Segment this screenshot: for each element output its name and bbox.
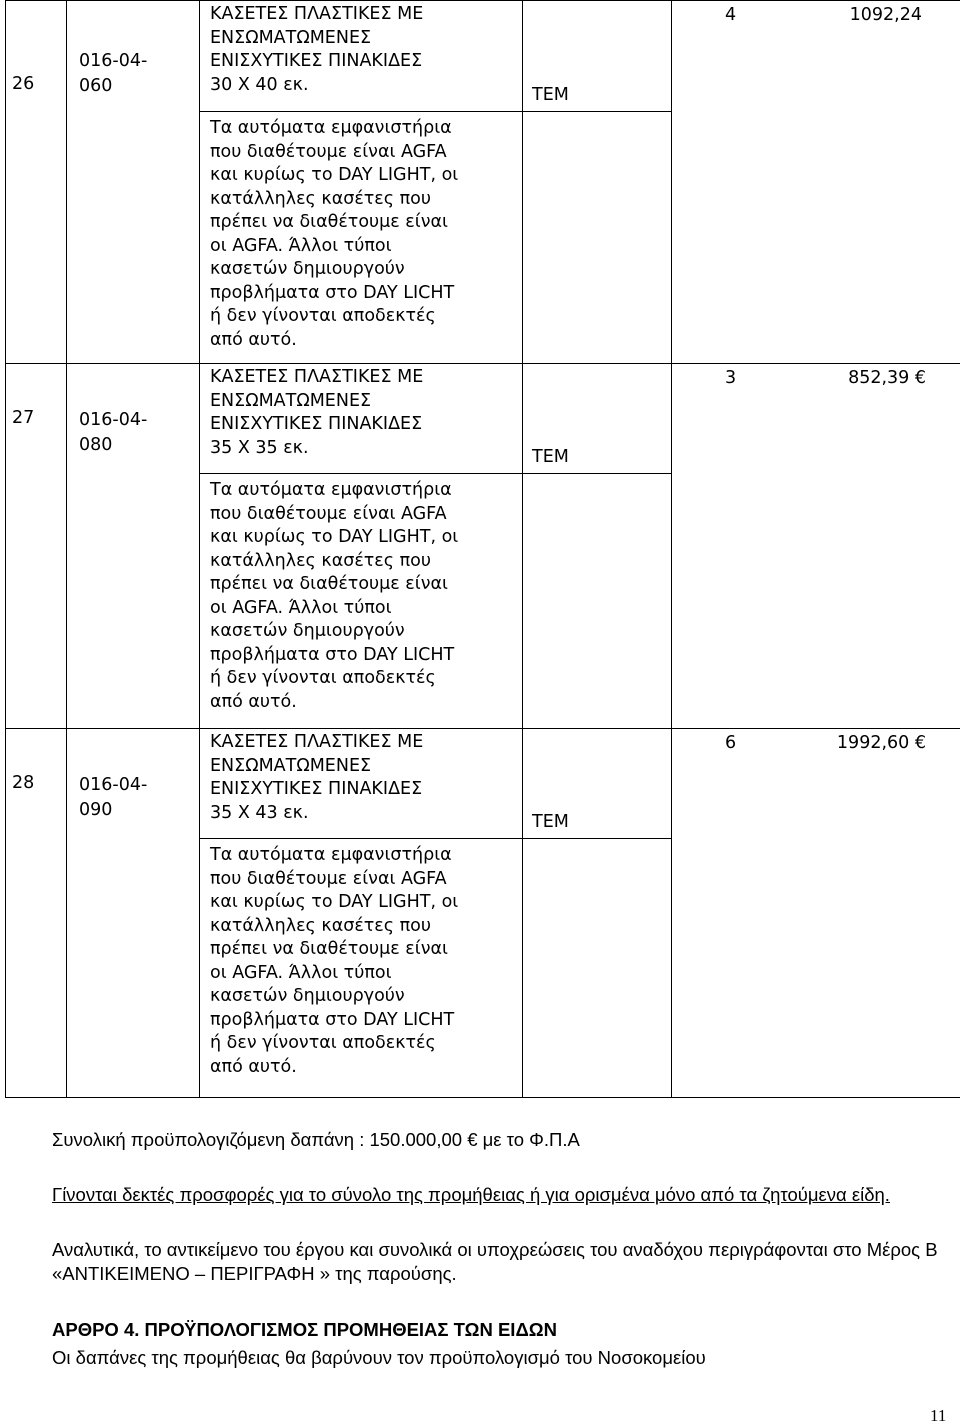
item-note-line: Τα αυτόματα εμφανιστήρια [210,480,452,500]
item-title-cell [200,364,523,474]
item-note-line: οι AGFA. Άλλοι τύποι [210,962,392,983]
item-title-line: 30 Χ 40 εκ. [210,74,309,95]
item-code-line2: 090 [79,800,113,820]
item-note-line: πρέπει να διαθέτουμε είναι [210,939,448,959]
item-unit-cell [523,1,672,112]
item-quantity: 4 [725,5,737,25]
item-note-line: από αυτό. [210,691,297,712]
item-unit-empty [523,474,672,729]
item-note-line: ή δεν γίνονται αποδεκτές [210,1033,436,1053]
item-note-line: ή δεν γίνονται αποδεκτές [210,306,436,326]
item-title-cell [200,1,523,112]
item-title-line: ΚΑΣΕΤΕΣ ΠΛΑΣΤΙΚΕΣ ΜΕ [210,4,424,24]
item-title-line: 35 Χ 35 εκ. [210,437,309,458]
item-note-line: κατάλληλες κασέτες που [210,188,431,209]
item-title-line: ΕΝΣΩΜΑΤΩΜΕΝΕΣ [210,27,372,48]
item-note-line: που διαθέτουμε είναι AGFA [210,503,447,524]
item-note-line: κασετών δημιουργούν [210,621,405,641]
item-note-line: πρέπει να διαθέτουμε είναι [210,574,448,594]
item-note-line: οι AGFA. Άλλοι τύποι [210,235,392,256]
table-row [6,1,960,112]
item-note-cell [200,474,523,729]
item-note-line: και κυρίως το DAY LIGHT, οι [210,165,459,185]
item-title-line: ΕΝΙΣΧΥΤΙΚΕΣ ΠΙΝΑΚΙΔΕΣ [210,779,423,799]
item-note-line: και κυρίως το DAY LIGHT, οι [210,892,459,912]
item-note-line: κατάλληλες κασέτες που [210,550,431,571]
offers-accepted-text: Γίνονται δεκτές προσφορές για το σύνολο της προμήθειας ή για ορισμένα μόνο από τα ζητούμενα είδη. [52,1184,890,1205]
item-note-line: που διαθέτουμε είναι AGFA [210,141,447,162]
item-title-line: ΕΝΙΣΧΥΤΙΚΕΣ ΠΙΝΑΚΙΔΕΣ [210,51,423,71]
item-note-line: κατάλληλες κασέτες που [210,915,431,936]
item-number-cell [6,729,67,1098]
item-note-cell [200,112,523,364]
item-code-line1: 016-04- [79,775,148,795]
item-note-line: οι AGFA. Άλλοι τύποι [210,597,392,618]
item-code-line1: 016-04- [79,51,148,71]
item-unit: ΤΕΜ [532,812,569,832]
item-code-line2: 060 [79,76,113,96]
item-note-line: Τα αυτόματα εμφανιστήρια [210,845,452,865]
item-note-line: και κυρίως το DAY LIGHT, οι [210,527,459,547]
item-unit: ΤΕΜ [532,447,569,467]
item-title-line: ΕΝΣΩΜΑΤΩΜΕΝΕΣ [210,755,372,776]
item-note-line: προβλήματα στο DAY LICHT [210,282,455,303]
item-note-line: κασετών δημιουργούν [210,986,405,1006]
item-number-cell [6,1,67,364]
item-note-line: από αυτό. [210,329,297,350]
item-quantity: 6 [725,733,737,753]
article-heading: ΑΡΘΡΟ 4. ΠΡΟΫΠΟΛΟΓΙΣΜΟΣ ΠΡΟΜΗΘΕΙΑΣ ΤΩΝ ΕΙΔΩΝ [52,1319,557,1340]
item-value-cell [672,1,960,364]
page-number: 11 [930,1406,947,1425]
item-number: 27 [12,408,35,428]
item-unit-empty [523,839,672,1098]
item-note-line: προβλήματα στο DAY LICHT [210,644,455,665]
item-note-line: ή δεν γίνονται αποδεκτές [210,668,436,688]
item-title-cell [200,729,523,839]
item-price: 1092,24 [849,5,922,25]
item-unit-cell [523,364,672,474]
item-note-line: πρέπει να διαθέτουμε είναι [210,212,448,232]
items-table [5,0,960,1098]
item-price: 852,39 € [848,368,926,388]
table-row [6,729,960,839]
item-code-cell [67,364,200,729]
item-quantity: 3 [725,368,737,388]
item-number: 26 [12,74,35,94]
item-code-cell [67,1,200,364]
item-title-line: ΕΝΣΩΜΑΤΩΜΕΝΕΣ [210,390,372,411]
item-note-line: κασετών δημιουργούν [210,259,405,279]
item-number: 28 [12,773,35,793]
item-value-cell [672,364,960,729]
item-title-line: ΚΑΣΕΤΕΣ ΠΛΑΣΤΙΚΕΣ ΜΕ [210,732,424,752]
table-row [6,364,960,474]
item-note-line: προβλήματα στο DAY LICHT [210,1009,455,1030]
item-note-line: από αυτό. [210,1056,297,1077]
item-number-cell [6,364,67,729]
item-note-cell [200,839,523,1098]
item-unit-cell [523,729,672,839]
item-value-cell [672,729,960,1098]
item-code-line1: 016-04- [79,410,148,430]
item-unit: ΤΕΜ [532,85,569,105]
scope-details-text: Αναλυτικά, το αντικείμενο του έργου και συνολικά οι υποχρεώσεις του αναδόχου περιγράφονται στο Μέρος Β «ΑΝΤΙΚΕΙΜΕΝΟ – ΠΕΡΙΓΡΑΦΗ » της παρούσης. [52,1239,938,1284]
item-title-line: ΕΝΙΣΧΥΤΙΚΕΣ ΠΙΝΑΚΙΔΕΣ [210,414,423,434]
item-title-line: ΚΑΣΕΤΕΣ ΠΛΑΣΤΙΚΕΣ ΜΕ [210,367,424,387]
item-note-line: που διαθέτουμε είναι AGFA [210,868,447,889]
total-budget-text: Συνολική προϋπολογιζόμενη δαπάνη : 150.000,00 € με το Φ.Π.Α [52,1129,580,1150]
item-code-cell [67,729,200,1098]
article-text: Οι δαπάνες της προμήθειας θα βαρύνουν τον προϋπολογισμό του Νοσοκομείου [52,1347,706,1368]
item-title-line: 35 Χ 43 εκ. [210,802,309,823]
item-price: 1992,60 € [836,733,926,753]
item-code-line2: 080 [79,435,113,455]
item-note-line: Τα αυτόματα εμφανιστήρια [210,118,452,138]
item-unit-empty [523,112,672,364]
